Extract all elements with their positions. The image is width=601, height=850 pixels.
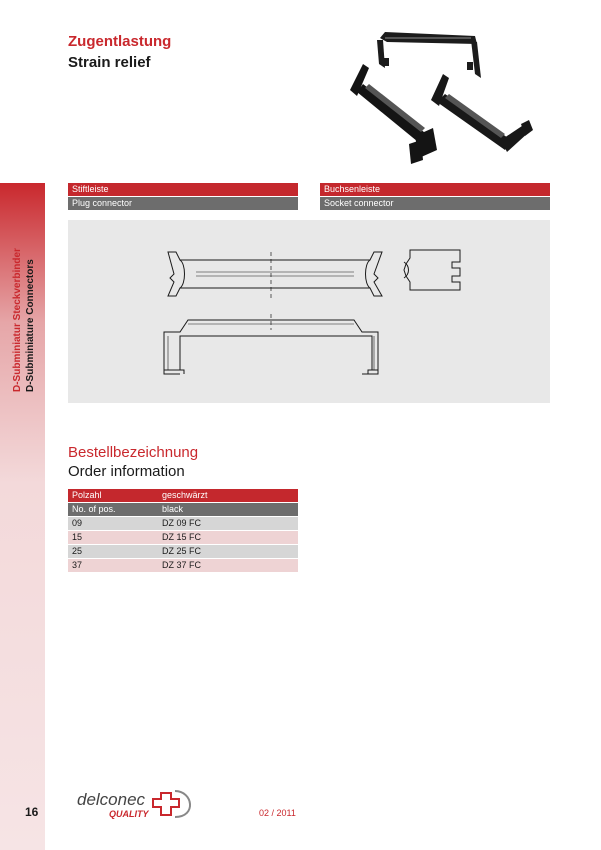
logo-cross-icon bbox=[153, 791, 190, 817]
table-header-en bbox=[68, 503, 298, 516]
col-positions-en: No. of pos. bbox=[72, 504, 116, 514]
table-row bbox=[68, 545, 298, 558]
page-title-de: Zugentlastung bbox=[68, 33, 172, 50]
table-header-de bbox=[68, 489, 298, 502]
technical-drawing bbox=[68, 220, 550, 403]
row-part-number: DZ 37 FC bbox=[162, 560, 202, 570]
plug-label-de: Stiftleiste bbox=[68, 183, 298, 196]
order-title-de: Bestellbezeichnung bbox=[68, 444, 199, 461]
row-positions: 15 bbox=[72, 532, 83, 542]
side-label-de: D-Subminiatur Steckverbinder bbox=[12, 248, 23, 392]
col-finish-en: black bbox=[162, 504, 184, 514]
row-part-number: DZ 25 FC bbox=[162, 546, 202, 556]
row-positions: 09 bbox=[72, 518, 83, 528]
technical-drawing-svg bbox=[68, 220, 550, 403]
page-number: 16 bbox=[25, 805, 39, 819]
order-title-en: Order information bbox=[68, 463, 185, 480]
row-positions: 25 bbox=[72, 546, 83, 556]
table-row bbox=[68, 559, 298, 572]
row-part-number: DZ 15 FC bbox=[162, 532, 202, 542]
product-photo bbox=[325, 28, 540, 170]
row-positions: 37 bbox=[72, 560, 83, 570]
socket-label-de: Buchsenleiste bbox=[320, 183, 550, 196]
delconec-logo bbox=[75, 787, 200, 821]
row-part-number: DZ 09 FC bbox=[162, 518, 202, 528]
order-table bbox=[68, 489, 298, 573]
issue-date: 02 / 2011 bbox=[259, 808, 296, 818]
col-finish-de: geschwärzt bbox=[162, 490, 208, 500]
page-title-en: Strain relief bbox=[68, 54, 151, 71]
side-label-en: D-Subminiature Connectors bbox=[25, 259, 36, 392]
col-positions-de: Polzahl bbox=[72, 490, 102, 500]
table-row bbox=[68, 531, 298, 544]
logo-wordmark: delconec bbox=[77, 790, 146, 809]
table-row bbox=[68, 517, 298, 530]
socket-label-en: Socket connector bbox=[320, 197, 550, 210]
logo-quality: QUALITY bbox=[109, 809, 149, 819]
plug-label-en: Plug connector bbox=[68, 197, 298, 210]
